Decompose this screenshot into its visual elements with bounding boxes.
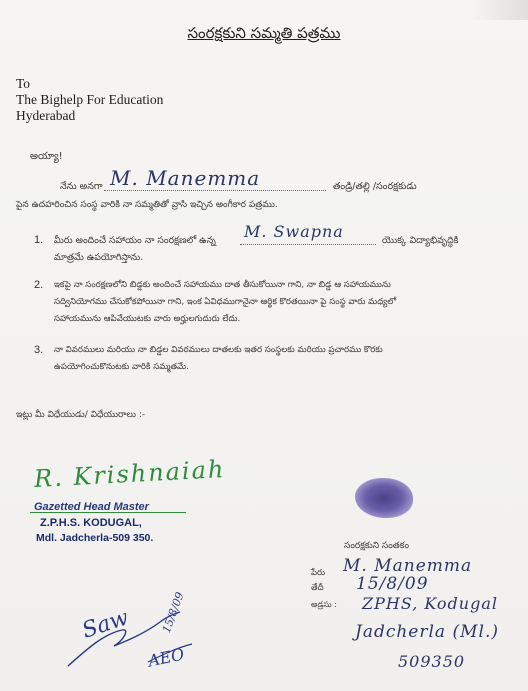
point-2-number: 2. <box>34 279 44 291</box>
thumbprint-mark <box>355 478 413 518</box>
school-address: Mdl. Jadcherla-509 350. <box>36 532 154 544</box>
point-2-line2: సద్వినియోగము చేసుకోకపోయినా గాని, ఇంక ఏవిధముగానైనా ఆర్థిక కొరతయినా పై సంస్థ వారు మధ్యలో <box>54 297 397 307</box>
address-to: To <box>16 76 31 91</box>
address-organization: The Bighelp For Education <box>16 92 164 107</box>
date-label: తేదీ <box>311 583 324 593</box>
address-city: Hyderabad <box>16 108 76 123</box>
point-3-number: 3. <box>34 344 44 356</box>
faint-letterhead-mark <box>470 0 528 20</box>
attestation-scribble <box>64 604 214 674</box>
address-line1: ZPHS, Kodugal <box>362 594 498 613</box>
intro-line2: పైన ఉదహరించిన సంస్థ వారికి నా సమ్మతితో వ్రాసి ఇచ్చిన అంగీకార పత్రము. <box>16 200 278 210</box>
point-1-line2: మాత్రమే ఉపయోగిస్తాను. <box>54 252 144 263</box>
headmaster-designation: Gazetted Head Master <box>34 501 149 513</box>
point-1-line1-suffix: యొక్క విద్యాభివృద్ధికి <box>382 235 459 246</box>
point-1-line1-prefix: మీరు అందించే సహాయం నా సంరక్షణలో ఉన్న <box>54 235 216 246</box>
document-title: సంరక్షకుని సమ్మతి పత్రము <box>187 24 341 42</box>
attestation-date: 15/8/09 <box>159 590 187 635</box>
guardian-name-field <box>104 168 326 191</box>
attestation-signature: Saw <box>79 605 132 644</box>
point-1-number: 1. <box>34 234 44 246</box>
point-2-line1: ఇకపై నా సంరక్షణలోని బిడ్డకు అందించే సహాయము దాత తీసుకోయినా గాని, నా బిడ్డ ఆ సహాయమును <box>54 280 391 290</box>
intro-prefix: నేను అనగా <box>60 181 103 192</box>
point-2-line3: సహాయమును ఆపివేయుటకు వారు అర్హులగుదురు లేదు. <box>54 314 241 324</box>
salutation: అయ్యా! <box>30 151 63 162</box>
address-label: అడ్రసు : <box>311 600 337 609</box>
point-3-line1: నా వివరములు మరియు నా బిడ్డల వివరములు దాతలకు ఇతర సంస్థలకు మరియు ప్రచారము కొరకు <box>54 345 383 355</box>
address-line2: Jadcherla (Ml.) <box>355 622 499 642</box>
address-line3: 509350 <box>398 652 466 671</box>
student-name-field <box>240 222 376 245</box>
headmaster-signature: R. Krishnaiah <box>33 455 226 493</box>
guardian-name-handwritten: M. Manemma <box>110 166 261 190</box>
point-3-line2: ఉపయోగించుకొనుటకు వారికి సమ్మతమే. <box>54 362 189 372</box>
intro-suffix: తండ్రి/తల్లి /సంరక్షకుడు <box>333 181 417 192</box>
school-name: Z.P.H.S. KODUGAL, <box>40 517 142 529</box>
student-name-handwritten: M. Swapna <box>244 222 344 241</box>
guardian-signature-label: సంరక్షకుని సంతకం <box>344 541 410 551</box>
closing-line: ఇట్లు మీ విధేయుడు/ విధేయురాలు :- <box>16 410 146 420</box>
attestation-initials: AEO <box>146 644 186 671</box>
guardian-name-value: M. Manemma <box>343 556 473 576</box>
date-value: 15/8/09 <box>356 574 429 594</box>
guardian-name-label: పేరు <box>311 568 326 578</box>
